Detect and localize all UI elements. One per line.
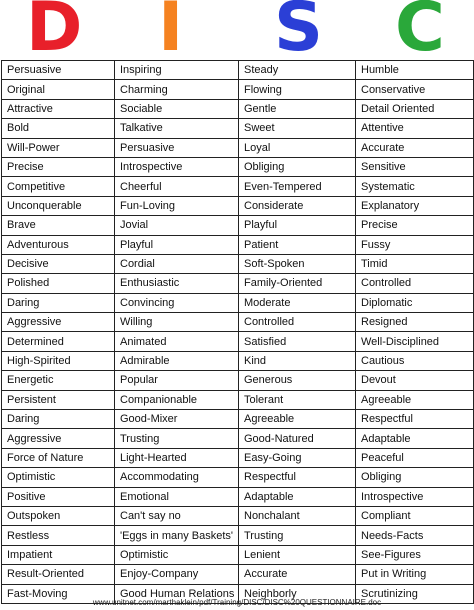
i-word-cell: Emotional: [115, 487, 239, 506]
d-word-cell: Outspoken: [2, 506, 115, 525]
disc-word-table-body: [2, 61, 474, 604]
i-word-cell: Good Human Relations: [115, 584, 239, 603]
d-word-cell: Unconquerable: [2, 196, 115, 215]
disc-letter-d: D: [26, 0, 83, 67]
disc-letter-c: C: [395, 0, 445, 67]
s-word-cell: Trusting: [239, 526, 356, 545]
table-row: [2, 61, 474, 80]
i-word-cell: Inspiring: [115, 61, 239, 80]
d-word-cell: Positive: [2, 487, 115, 506]
source-url: www.unitnet.com/marthaklein/pdf/Training/DISC/DISC%20QUESTIONNAIRE.doc: [92, 598, 382, 607]
d-word-cell: Energetic: [2, 371, 115, 390]
d-word-cell: Persistent: [2, 390, 115, 409]
s-word-cell: Steady: [239, 61, 356, 80]
d-word-cell: Result-Oriented: [2, 565, 115, 584]
c-word-cell: Attentive: [356, 119, 474, 138]
c-word-cell: Scrutinizing: [356, 584, 474, 603]
s-word-cell: Lenient: [239, 545, 356, 564]
c-word-cell: Agreeable: [356, 390, 474, 409]
table-row: [2, 99, 474, 118]
i-word-cell: Accommodating: [115, 468, 239, 487]
i-word-cell: Can't say no: [115, 506, 239, 525]
s-word-cell: Moderate: [239, 293, 356, 312]
c-word-cell: Accurate: [356, 138, 474, 157]
s-word-cell: Generous: [239, 371, 356, 390]
disc-letter-s: S: [274, 0, 323, 67]
s-word-cell: Patient: [239, 235, 356, 254]
table-row: [2, 196, 474, 215]
c-word-cell: Adaptable: [356, 429, 474, 448]
d-word-cell: Force of Nature: [2, 448, 115, 467]
i-word-cell: Sociable: [115, 99, 239, 118]
i-word-cell: Charming: [115, 80, 239, 99]
d-word-cell: Daring: [2, 410, 115, 429]
c-word-cell: Put in Writing: [356, 565, 474, 584]
s-word-cell: Considerate: [239, 196, 356, 215]
i-word-cell: Convincing: [115, 293, 239, 312]
c-word-cell: See-Figures: [356, 545, 474, 564]
d-word-cell: Determined: [2, 332, 115, 351]
disc-letter-i: I: [158, 0, 184, 67]
i-word-cell: Popular: [115, 371, 239, 390]
s-word-cell: Easy-Going: [239, 448, 356, 467]
table-row: [2, 506, 474, 525]
c-word-cell: Conservative: [356, 80, 474, 99]
s-word-cell: Adaptable: [239, 487, 356, 506]
c-word-cell: Obliging: [356, 468, 474, 487]
c-word-cell: Sensitive: [356, 157, 474, 176]
table-row: [2, 274, 474, 293]
d-word-cell: Fast-Moving: [2, 584, 115, 603]
c-word-cell: Diplomatic: [356, 293, 474, 312]
table-row: [2, 313, 474, 332]
c-word-cell: Resigned: [356, 313, 474, 332]
table-row: [2, 565, 474, 584]
table-row: [2, 216, 474, 235]
d-word-cell: Bold: [2, 119, 115, 138]
c-word-cell: Controlled: [356, 274, 474, 293]
s-word-cell: Controlled: [239, 313, 356, 332]
table-row: [2, 332, 474, 351]
i-word-cell: Light-Hearted: [115, 448, 239, 467]
table-row: [2, 80, 474, 99]
i-word-cell: Playful: [115, 235, 239, 254]
s-word-cell: Even-Tempered: [239, 177, 356, 196]
table-row: [2, 138, 474, 157]
d-word-cell: Competitive: [2, 177, 115, 196]
c-word-cell: Compliant: [356, 506, 474, 525]
i-word-cell: Willing: [115, 313, 239, 332]
c-word-cell: Detail Oriented: [356, 99, 474, 118]
s-word-cell: Sweet: [239, 119, 356, 138]
s-word-cell: Good-Natured: [239, 429, 356, 448]
table-row: [2, 351, 474, 370]
i-word-cell: Cordial: [115, 254, 239, 273]
table-row: [2, 487, 474, 506]
s-word-cell: Playful: [239, 216, 356, 235]
i-word-cell: Enjoy-Company: [115, 565, 239, 584]
d-word-cell: Aggressive: [2, 429, 115, 448]
s-word-cell: Soft-Spoken: [239, 254, 356, 273]
i-word-cell: Good-Mixer: [115, 410, 239, 429]
d-word-cell: Original: [2, 80, 115, 99]
disc-word-table: [1, 60, 474, 604]
d-word-cell: Will-Power: [2, 138, 115, 157]
d-word-cell: Brave: [2, 216, 115, 235]
table-row: [2, 254, 474, 273]
c-word-cell: Introspective: [356, 487, 474, 506]
s-word-cell: Loyal: [239, 138, 356, 157]
d-word-cell: Impatient: [2, 545, 115, 564]
s-word-cell: Accurate: [239, 565, 356, 584]
c-word-cell: Explanatory: [356, 196, 474, 215]
c-word-cell: Humble: [356, 61, 474, 80]
c-word-cell: Precise: [356, 216, 474, 235]
table-row: [2, 429, 474, 448]
s-word-cell: Obliging: [239, 157, 356, 176]
table-row: [2, 119, 474, 138]
s-word-cell: Respectful: [239, 468, 356, 487]
c-word-cell: Timid: [356, 254, 474, 273]
i-word-cell: Optimistic: [115, 545, 239, 564]
i-word-cell: Talkative: [115, 119, 239, 138]
d-word-cell: Optimistic: [2, 468, 115, 487]
i-word-cell: 'Eggs in many Baskets': [115, 526, 239, 545]
c-word-cell: Well-Disciplined: [356, 332, 474, 351]
s-word-cell: Satisfied: [239, 332, 356, 351]
s-word-cell: Neighborly: [239, 584, 356, 603]
table-row: [2, 177, 474, 196]
s-word-cell: Kind: [239, 351, 356, 370]
d-word-cell: Restless: [2, 526, 115, 545]
table-row: [2, 390, 474, 409]
table-row: [2, 545, 474, 564]
i-word-cell: Animated: [115, 332, 239, 351]
d-word-cell: Aggressive: [2, 313, 115, 332]
d-word-cell: Precise: [2, 157, 115, 176]
table-row: [2, 526, 474, 545]
i-word-cell: Enthusiastic: [115, 274, 239, 293]
s-word-cell: Agreeable: [239, 410, 356, 429]
s-word-cell: Flowing: [239, 80, 356, 99]
s-word-cell: Family-Oriented: [239, 274, 356, 293]
disc-header: [0, 0, 474, 67]
i-word-cell: Companionable: [115, 390, 239, 409]
s-word-cell: Gentle: [239, 99, 356, 118]
d-word-cell: Daring: [2, 293, 115, 312]
s-word-cell: Nonchalant: [239, 506, 356, 525]
c-word-cell: Respectful: [356, 410, 474, 429]
i-word-cell: Trusting: [115, 429, 239, 448]
d-word-cell: Attractive: [2, 99, 115, 118]
c-word-cell: Fussy: [356, 235, 474, 254]
d-word-cell: Persuasive: [2, 61, 115, 80]
table-row: [2, 235, 474, 254]
s-word-cell: Tolerant: [239, 390, 356, 409]
table-row: [2, 468, 474, 487]
i-word-cell: Admirable: [115, 351, 239, 370]
c-word-cell: Cautious: [356, 351, 474, 370]
c-word-cell: Needs-Facts: [356, 526, 474, 545]
table-row: [2, 410, 474, 429]
c-word-cell: Systematic: [356, 177, 474, 196]
table-row: [2, 448, 474, 467]
c-word-cell: Peaceful: [356, 448, 474, 467]
table-row: [2, 371, 474, 390]
disc-word-table-container: [1, 60, 473, 604]
i-word-cell: Introspective: [115, 157, 239, 176]
c-word-cell: Devout: [356, 371, 474, 390]
i-word-cell: Fun-Loving: [115, 196, 239, 215]
i-word-cell: Cheerful: [115, 177, 239, 196]
table-row: [2, 293, 474, 312]
i-word-cell: Jovial: [115, 216, 239, 235]
i-word-cell: Persuasive: [115, 138, 239, 157]
table-row: [2, 157, 474, 176]
d-word-cell: Polished: [2, 274, 115, 293]
d-word-cell: Decisive: [2, 254, 115, 273]
d-word-cell: Adventurous: [2, 235, 115, 254]
d-word-cell: High-Spirited: [2, 351, 115, 370]
